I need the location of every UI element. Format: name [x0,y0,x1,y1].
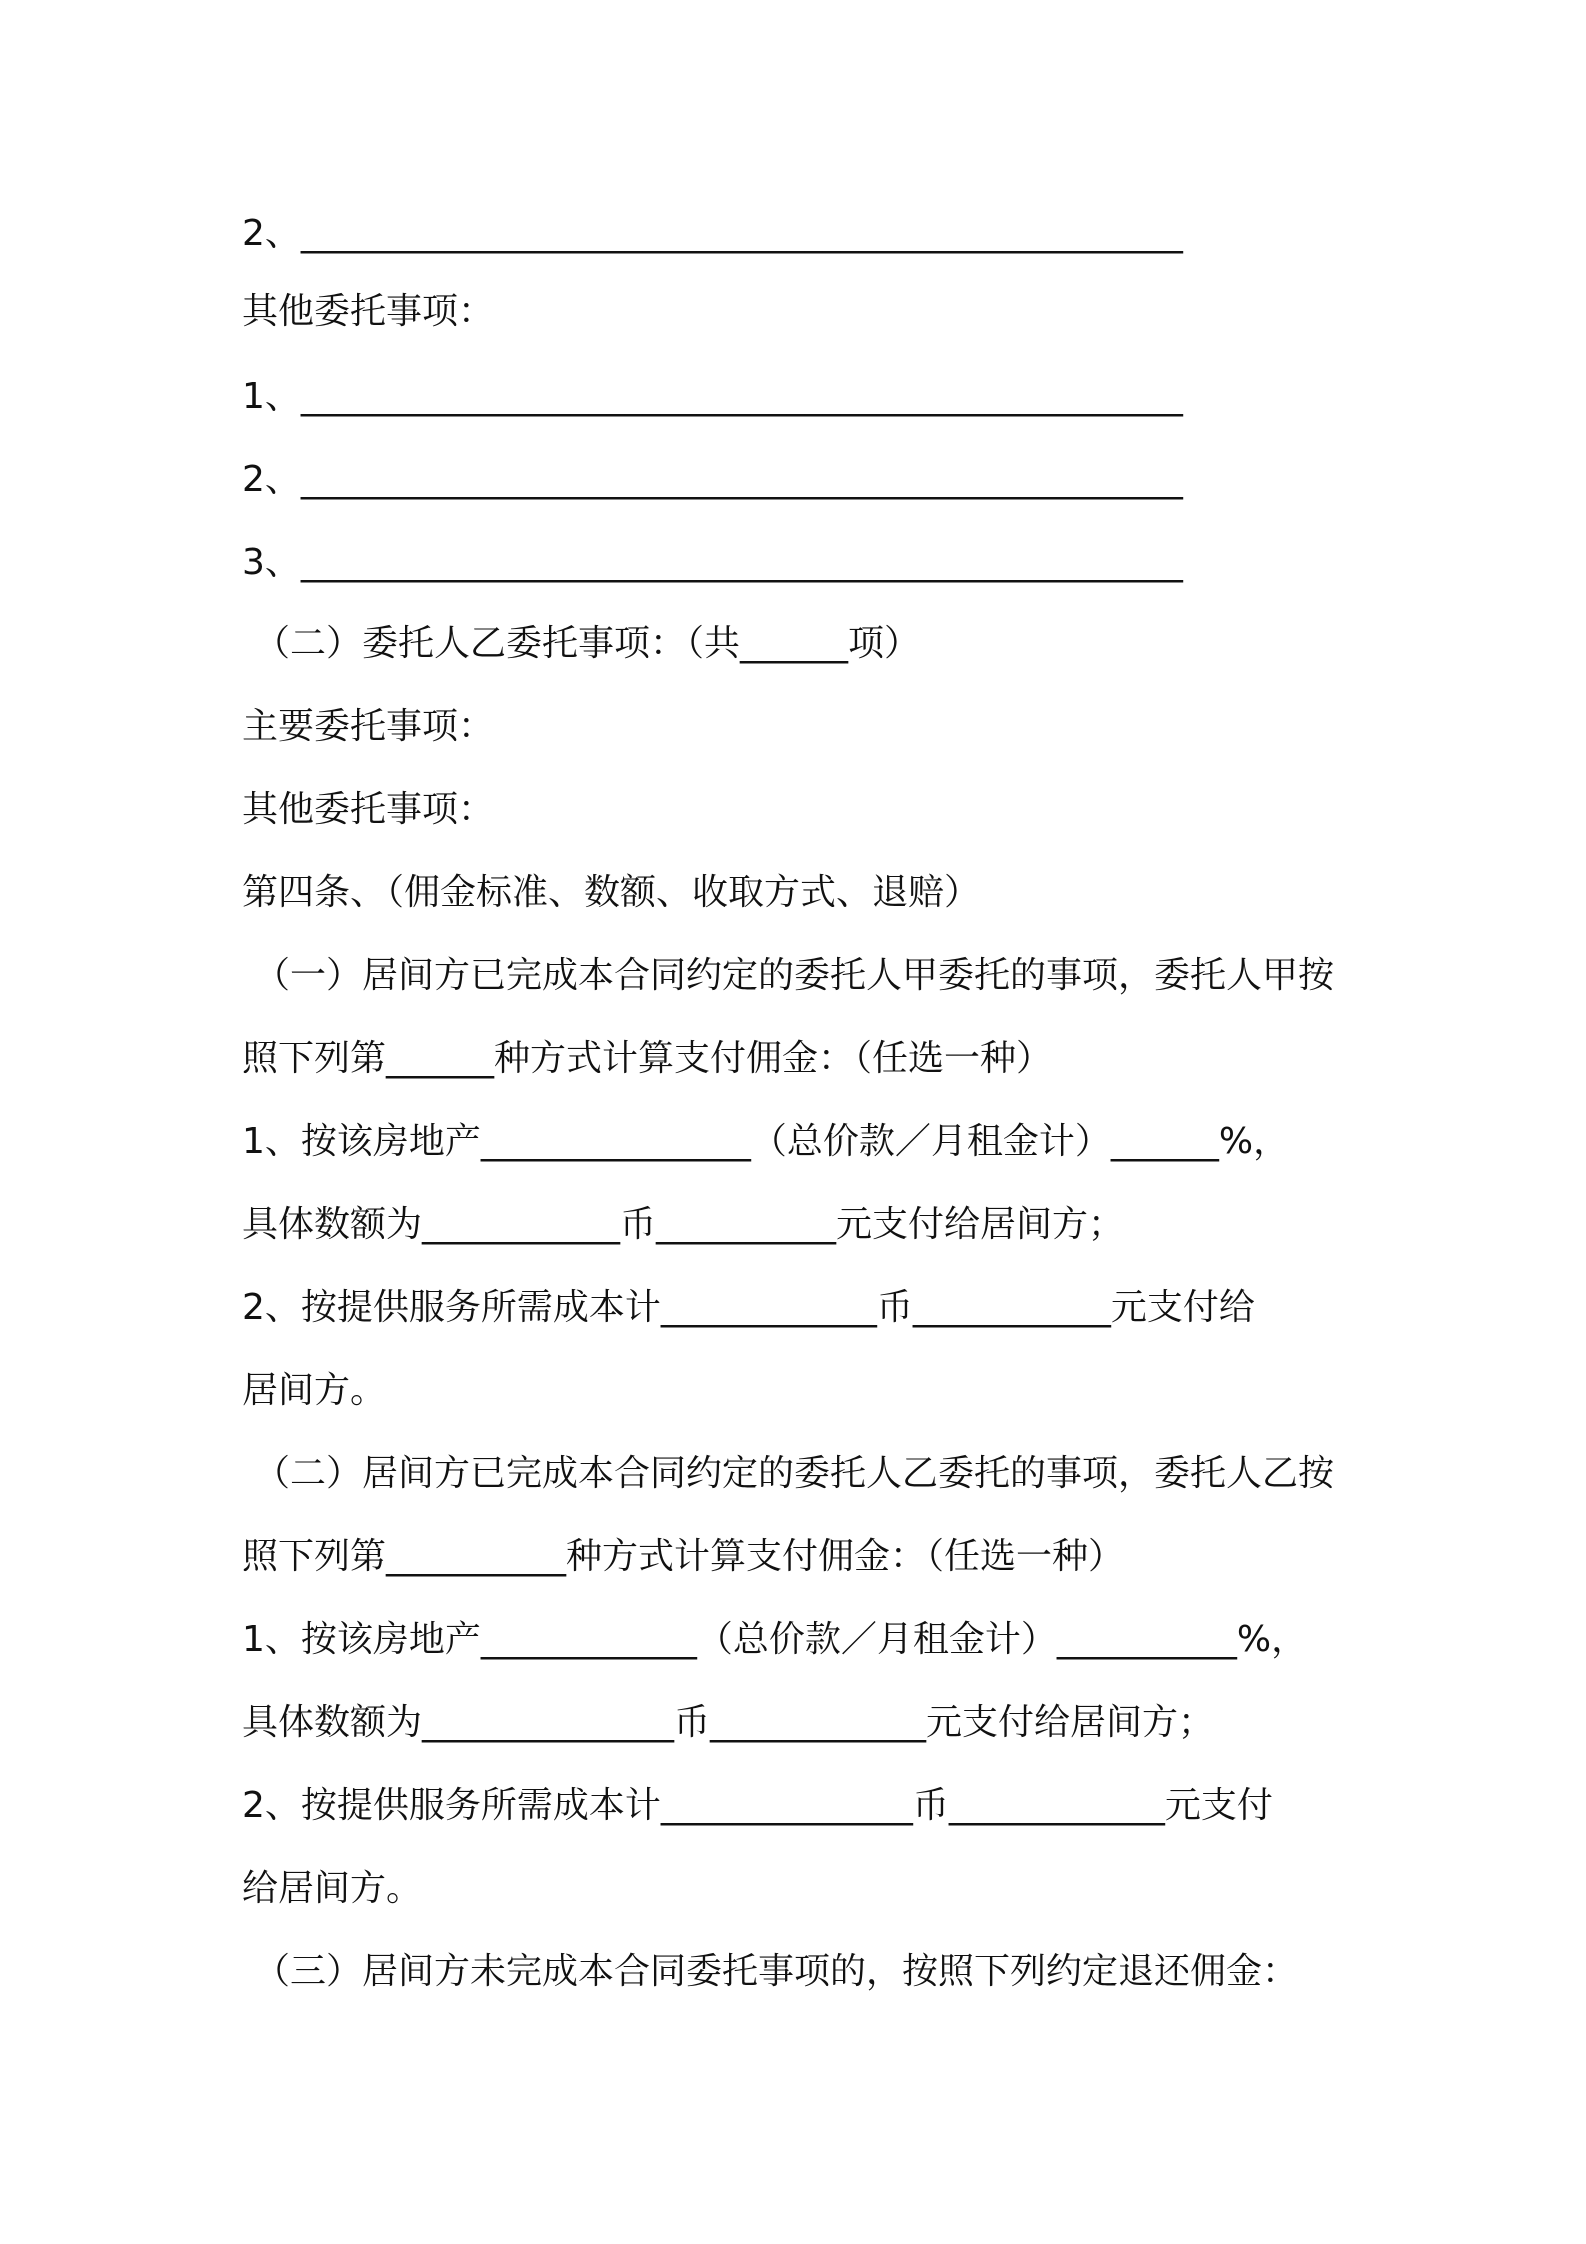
other-item-3-blank: 3、_________________________________________________ [242,542,1183,583]
clause-2-option-1: 1、按该房地产____________（总价款／月租金计）__________%， [242,1619,1308,1660]
article-4-heading: 第四条、（佣金标准、数额、收取方式、退赔） [242,872,981,913]
clause-2-option-1-cont: 具体数额为______________币____________元支付给居间方； [242,1702,1215,1743]
main-items-heading-b: 主要委托事项： [242,706,495,747]
clause-3-text: （三）居间方未完成本合同委托事项的，按照下列约定退还佣金： [254,1951,1299,1992]
other-items-heading-a: 其他委托事项： [242,291,495,332]
clause-1-option-2: 2、按提供服务所需成本计____________币___________元支付给 [242,1287,1255,1328]
clause-1-text-cont: 照下列第______种方式计算支付佣金：（任选一种） [242,1038,1053,1079]
clause-1-option-2-cont: 居间方。 [242,1370,387,1411]
clause-1-option-1-cont: 具体数额为___________币__________元支付给居间方； [242,1204,1125,1245]
clause-2-text-cont: 照下列第__________种方式计算支付佣金：（任选一种） [242,1536,1125,1577]
other-item-1-blank: 1、_________________________________________________ [242,376,1183,417]
clause-1-text: （一）居间方已完成本合同约定的委托人甲委托的事项，委托人甲按 [254,955,1335,996]
other-items-heading-b: 其他委托事项： [242,789,495,830]
section-2-heading: （二）委托人乙委托事项：（共______项） [254,623,921,664]
clause-2-option-2-cont: 给居间方。 [242,1868,423,1909]
clause-2-option-2: 2、按提供服务所需成本计______________币____________元支付 [242,1785,1273,1826]
other-item-2-blank: 2、_________________________________________________ [242,459,1183,500]
clause-2-text: （二）居间方已完成本合同约定的委托人乙委托的事项，委托人乙按 [254,1453,1335,1494]
item-a-2-blank: 2、_________________________________________________ [242,213,1183,254]
clause-1-option-1: 1、按该房地产_______________（总价款／月租金计）______%， [242,1121,1290,1162]
